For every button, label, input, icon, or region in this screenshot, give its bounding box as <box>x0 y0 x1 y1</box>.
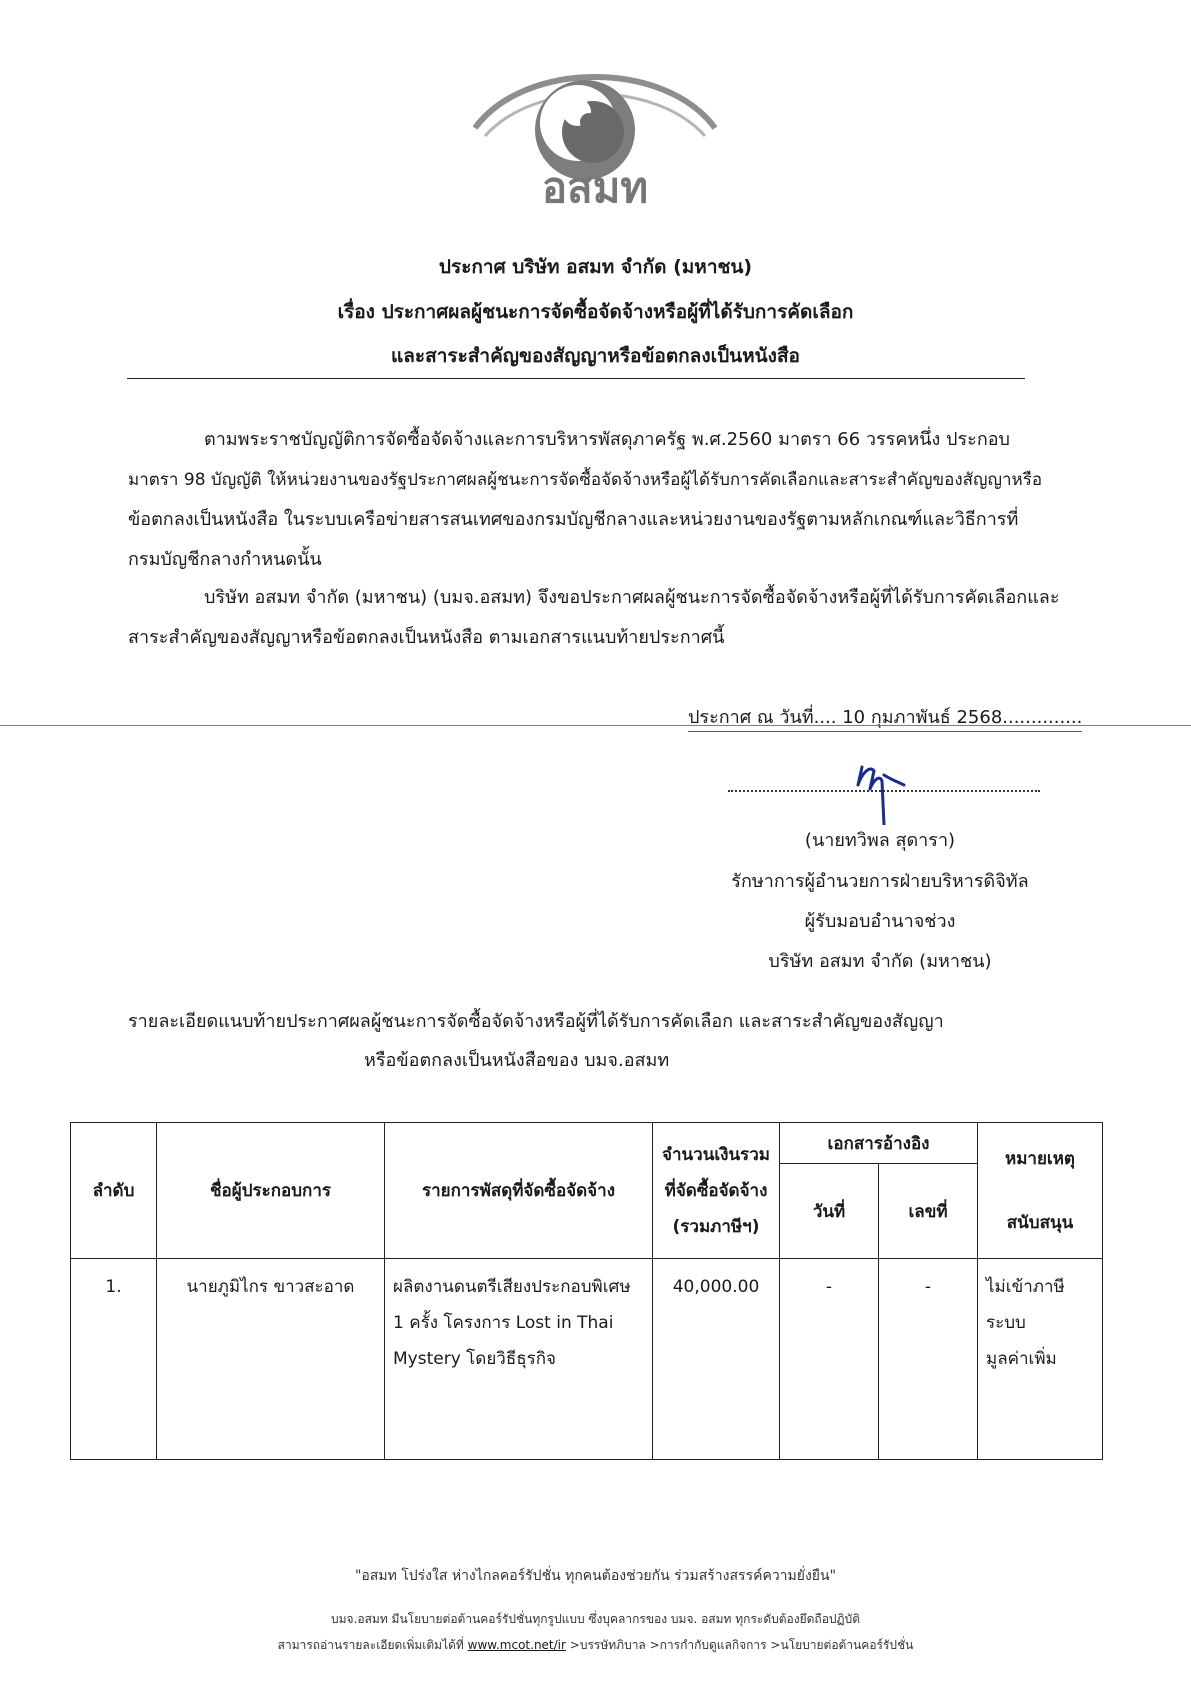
footer-more-info <box>0 1636 1191 1655</box>
announcement-date: ประกาศ ณ วันที่.... 10 กุมภาพันธ์ 2568.............. <box>688 702 1082 732</box>
procurement-table <box>70 1122 1103 1460</box>
header-remark-line: หมายเหตุ <box>1005 1148 1075 1169</box>
header-amount-line: ที่จัดซื้อจัดจ้าง <box>664 1180 768 1201</box>
signatory-name: (นายทวิพล สุดารา) <box>804 830 956 851</box>
attachment-heading: รายละเอียดแนบท้ายประกาศผลผู้ชนะการจัดซื้อจัดจ้างหรือผู้ที่ได้รับการคัดเลือก และสาระสำคัญของสัญญา <box>128 1011 944 1032</box>
signatory-company: บริษัท อสมท จำกัด (มหาชน) <box>768 951 992 972</box>
body-paragraph-1-line-3: ข้อตกลงเป็นหนังสือ ในระบบเครือข่ายสารสนเทศของกรมบัญชีกลางและหน่วยงานของรัฐตามหลักเกณฑ์และวิธีการที่ <box>128 509 1019 530</box>
cell-item-line: 1 ครั้ง โครงการ Lost in Thai <box>393 1313 614 1333</box>
body-paragraph-1-line-1: ตามพระราชบัญญัติการจัดซื้อจัดจ้างและการบริหารพัสดุภาครัฐ พ.ศ.2560 มาตรา 66 วรรคหนึ่ง ประกอบ <box>204 429 1010 450</box>
cell-remark <box>978 1259 1103 1460</box>
table-row <box>71 1259 1103 1460</box>
header-reference: เอกสารอ้างอิง <box>780 1123 978 1164</box>
footer-policy: บมจ.อสมท มีนโยบายต่อต้านคอร์รัปชั่นทุกรูปแบบ ซึ่งบุคลากรของ บมจ. อสมท ทุกระดับต้องยึดถือปฏิบัติ <box>331 1612 860 1626</box>
header-date: วันที่ <box>780 1164 879 1259</box>
signatory-position: รักษาการผู้อำนวยการฝ่ายบริหารดิจิทัล <box>731 871 1029 892</box>
footer-more-prefix: สามารถอ่านรายละเอียดเพิ่มเติมได้ที่ <box>277 1638 464 1652</box>
header-no: ลำดับ <box>71 1123 157 1259</box>
footer-link[interactable]: www.mcot.net/ir <box>467 1638 566 1652</box>
header-amount-line: จำนวนเงินรวม <box>662 1144 770 1165</box>
body-paragraph-2-line-2: สาระสำคัญของสัญญาหรือข้อตกลงเป็นหนังสือ ตามเอกสารแนบท้ายประกาศนี้ <box>128 627 725 648</box>
header-amount-line: (รวมภาษีฯ) <box>672 1216 760 1237</box>
cell-no: 1. <box>71 1259 157 1460</box>
header-remark <box>978 1123 1103 1259</box>
footer-breadcrumb: >บรรษัทภิบาล >การกำกับดูแลกิจการ >นโยบายต่อต้านคอร์รัปชั่น <box>569 1638 914 1652</box>
header-remark-line: สนับสนุน <box>1006 1212 1074 1233</box>
body-paragraph-1-line-2: มาตรา 98 บัญญัติ ให้หน่วยงานของรัฐประกาศผลผู้ชนะการจัดซื้อจัดจ้างหรือผู้ได้รับการคัดเลือกและสาระสำคัญของสัญญาหรือ <box>128 470 1043 490</box>
header-item: รายการพัสดุที่จัดซื้อจัดจ้าง <box>385 1123 653 1259</box>
fold-line <box>0 725 1191 726</box>
announcement-subject-cont: และสาระสำคัญของสัญญาหรือข้อตกลงเป็นหนังสือ <box>391 345 800 367</box>
footer-slogan: "อสมท โปร่งใส ห่างไกลคอร์รัปชั่น ทุกคนต้องช่วยกัน ร่วมสร้างสรรค์ความยั่งยืน" <box>354 1568 837 1584</box>
mcot-logo <box>465 50 725 210</box>
announcement-subject: เรื่อง ประกาศผลผู้ชนะการจัดซื้อจัดจ้างหรือผู้ที่ได้รับการคัดเลือก <box>337 301 854 323</box>
cell-amount: 40,000.00 <box>653 1259 780 1460</box>
cell-item-line: ผลิตงานดนตรีเสียงประกอบพิเศษ <box>393 1277 631 1297</box>
body-paragraph-2-line-1: บริษัท อสมท จำกัด (มหาชน) (บมจ.อสมท) จึงขอประกาศผลผู้ชนะการจัดซื้อจัดจ้างหรือผู้ที่ได้รับการคัดเลือกและ <box>204 587 1060 608</box>
cell-remark-line: ไม่เข้าภาษีระบบ <box>986 1277 1065 1333</box>
signature <box>840 745 930 825</box>
attachment-heading-cont: หรือข้อตกลงเป็นหนังสือของ บมจ.อสมท <box>364 1050 670 1071</box>
cell-vendor: นายภูมิไกร ขาวสะอาด <box>157 1259 385 1460</box>
logo-text: อสมท <box>541 163 649 210</box>
cell-item <box>385 1259 653 1460</box>
header-vendor: ชื่อผู้ประกอบการ <box>157 1123 385 1259</box>
body-paragraph-1-line-4: กรมบัญชีกลางกำหนดนั้น <box>128 549 322 570</box>
cell-item-line: Mystery โดยวิธีธุรกิจ <box>393 1349 556 1369</box>
cell-date: - <box>780 1259 879 1460</box>
header-ref-no: เลขที่ <box>879 1164 978 1259</box>
cell-ref-no: - <box>879 1259 978 1460</box>
announcement-title: ประกาศ บริษัท อสมท จำกัด (มหาชน) <box>438 256 753 278</box>
title-divider <box>127 378 1025 379</box>
signature-line <box>728 790 1040 792</box>
cell-remark-line: มูลค่าเพิ่ม <box>986 1349 1057 1369</box>
signatory-authority: ผู้รับมอบอำนาจช่วง <box>804 911 956 932</box>
header-amount <box>653 1123 780 1259</box>
